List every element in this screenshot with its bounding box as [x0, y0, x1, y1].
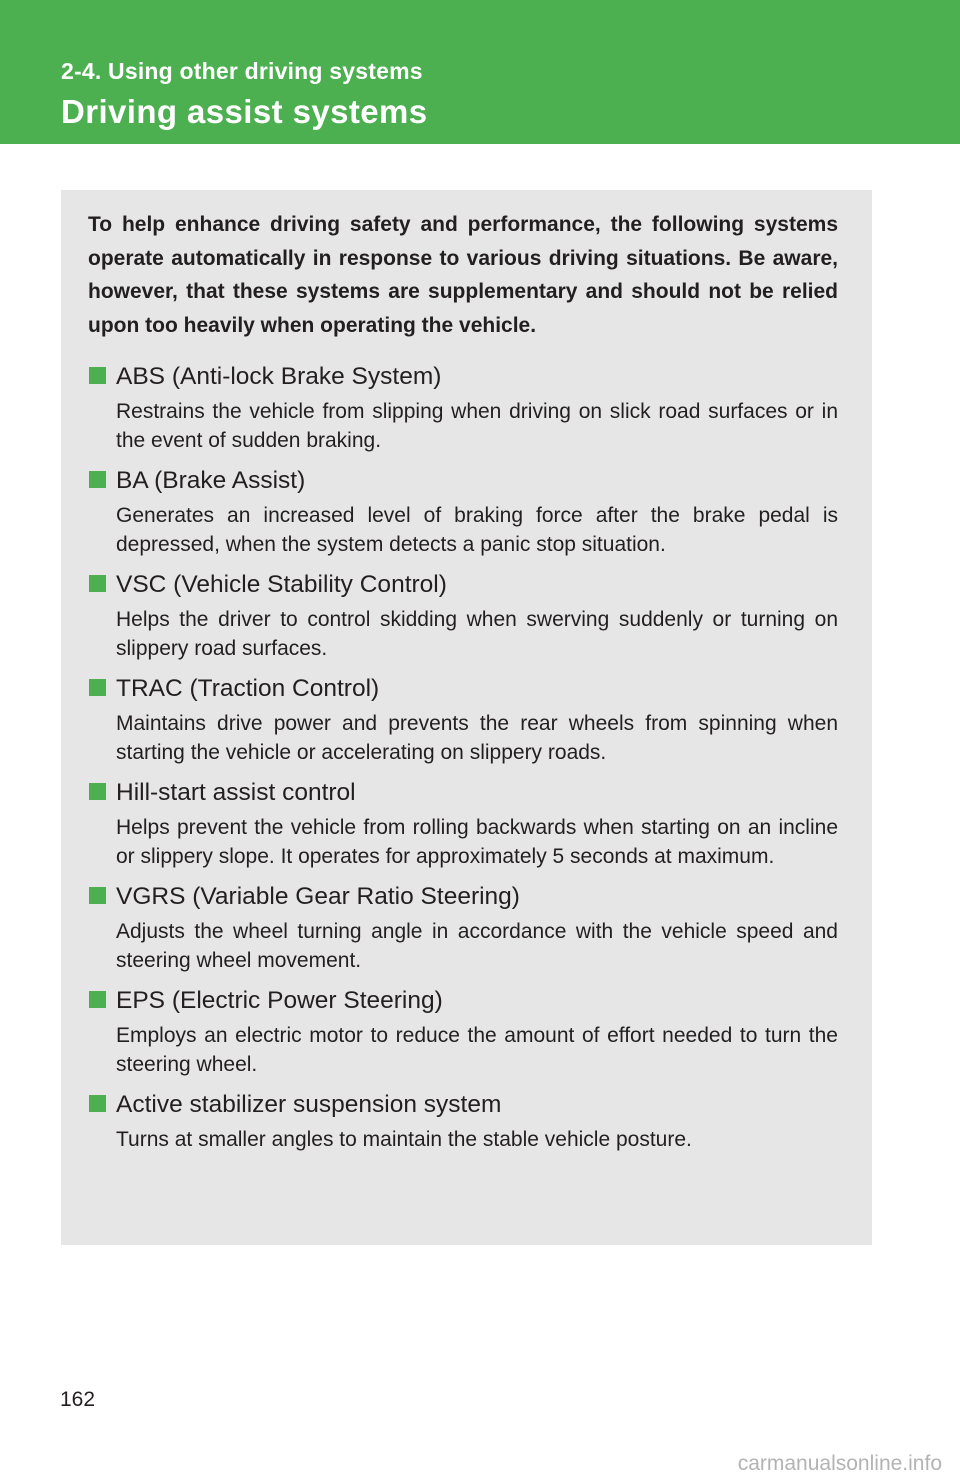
- item-description: Restrains the vehicle from slipping when driving on slick road surfaces or in the event of sudden braking.: [116, 399, 838, 453]
- page-number: 162: [60, 1388, 96, 1411]
- item-vgrs: [88, 879, 838, 976]
- intro-paragraph: To help enhance driving safety and performance, the following systems operate automatically in response to various driving situations. Be aware, however, that these systems are supplementary and should not be relied upon too heavily when operating the vehicle.: [88, 213, 838, 338]
- item-title: ABS (Anti-lock Brake System): [116, 362, 442, 390]
- square-bullet-icon: [89, 367, 106, 384]
- item-heading: [88, 775, 838, 811]
- square-bullet-icon: [89, 575, 106, 592]
- item-title: TRAC (Traction Control): [116, 674, 380, 702]
- item-title: VSC (Vehicle Stability Control): [116, 570, 447, 598]
- item-title: BA (Brake Assist): [116, 466, 306, 494]
- item-title: Active stabilizer suspension system: [116, 1090, 502, 1118]
- item-heading: [88, 983, 838, 1019]
- square-bullet-icon: [89, 783, 106, 800]
- square-bullet-icon: [89, 887, 106, 904]
- page-title: Driving assist systems: [61, 93, 428, 130]
- item-title: Hill-start assist control: [116, 778, 356, 806]
- item-trac: [88, 671, 838, 768]
- item-heading: [88, 567, 838, 603]
- item-hill-start: [88, 775, 838, 872]
- item-heading: [88, 359, 838, 395]
- item-heading: [88, 463, 838, 499]
- square-bullet-icon: [89, 471, 106, 488]
- item-description: Maintains drive power and prevents the rear wheels from spinning when starting the vehicle or accelerating on slippery roads.: [116, 711, 838, 765]
- item-vsc: [88, 567, 838, 664]
- item-heading: [88, 671, 838, 707]
- header-banner: [0, 0, 960, 144]
- item-title: VGRS (Variable Gear Ratio Steering): [116, 882, 520, 910]
- item-description: Helps prevent the vehicle from rolling backwards when starting on an incline or slippery slope. It operates for approximately 5 seconds at maximum.: [116, 815, 838, 869]
- section-label: 2-4. Using other driving systems: [61, 58, 423, 84]
- item-description: Adjusts the wheel turning angle in accordance with the vehicle speed and steering wheel movement.: [116, 919, 838, 973]
- item-active-stabilizer: [88, 1087, 838, 1155]
- item-ba: [88, 463, 838, 560]
- item-title: EPS (Electric Power Steering): [116, 986, 443, 1014]
- square-bullet-icon: [89, 1095, 106, 1112]
- square-bullet-icon: [89, 991, 106, 1008]
- item-heading: [88, 1087, 838, 1123]
- square-bullet-icon: [89, 679, 106, 696]
- item-eps: [88, 983, 838, 1080]
- item-description: Employs an electric motor to reduce the amount of effort needed to turn the steering wheel.: [116, 1023, 838, 1077]
- content-box: [61, 190, 872, 1245]
- item-abs: [88, 359, 838, 456]
- item-description: Helps the driver to control skidding when swerving suddenly or turning on slippery road surfaces.: [116, 607, 838, 661]
- item-heading: [88, 879, 838, 915]
- item-description: Turns at smaller angles to maintain the stable vehicle posture.: [116, 1127, 692, 1151]
- watermark: carmanualsonline.info: [737, 1452, 942, 1475]
- item-description: Generates an increased level of braking force after the brake pedal is depressed, when the system detects a panic stop situation.: [116, 503, 838, 557]
